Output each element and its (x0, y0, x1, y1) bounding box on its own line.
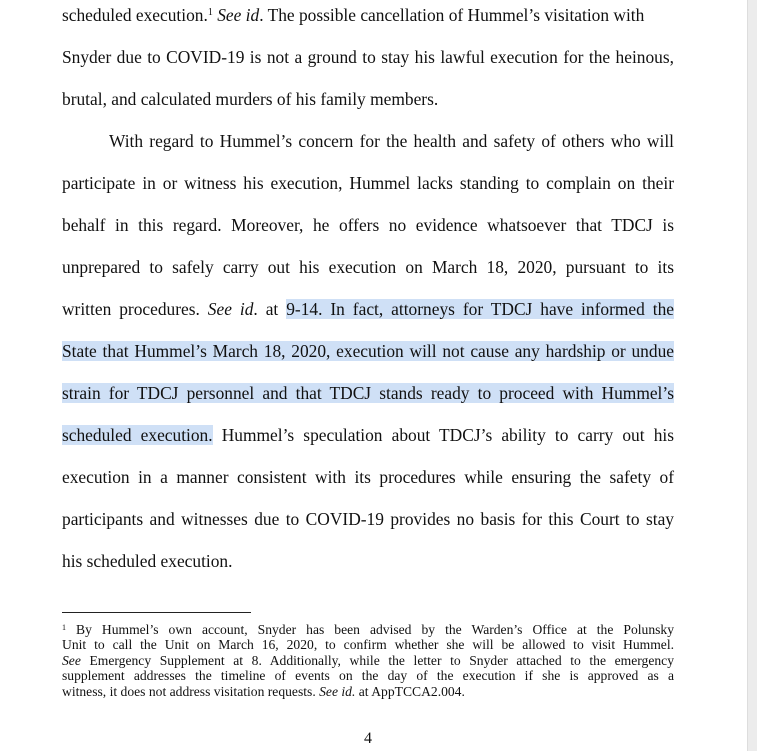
page-number: 4 (364, 730, 372, 747)
body-line-2: Snyder due to COVID-19 is not a ground to stay his lawful execution for the heinous, (62, 47, 674, 67)
body-line-1: scheduled execution.$^1$ See id. The possible cancellation of Hummel’s visitation with (62, 5, 645, 25)
footnote-line-4: supplement addresses the timeline of events on the day of the execution if she is approved as a (62, 668, 674, 683)
scroll-edge (747, 0, 757, 751)
highlighted-text[interactable]: State that Hummel’s March 18, 2020, execution will not cause any hardship or undue (62, 341, 674, 361)
body-line-7: unprepared to safely carry out his execution on March 18, 2020, pursuant to its (62, 257, 674, 277)
body-line-9 (62, 340, 674, 362)
footnote-line-2: Unit to call the Unit on March 16, 2020, to confirm whether she will be allowed to visit Hummel. (62, 637, 674, 652)
footnote-line-3: See Emergency Supplement at 8. Additionally, while the letter to Snyder attached to the emergency (62, 653, 674, 668)
body-line-4: With regard to Hummel’s concern for the health and safety of others who will (109, 131, 674, 151)
body-line-12: execution in a manner consistent with its procedures while ensuring the safety of (62, 467, 674, 487)
highlighted-text[interactable]: strain for TDCJ personnel and that TDCJ stands ready to proceed with Hummel’s (62, 383, 674, 403)
highlighted-text[interactable]: 9-14. In fact, attorneys for TDCJ have informed the (286, 299, 674, 319)
footnote-separator (62, 612, 251, 613)
body-line-5: participate in or witness his execution, Hummel lacks standing to complain on their (62, 173, 674, 193)
footnote-reference[interactable]: 1 (207, 7, 213, 18)
highlighted-text[interactable]: scheduled execution. (62, 425, 213, 445)
footnote-line-1: $^1$ By Hummel’s own account, Snyder has been advised by the Warden’s Office at the Polunsky (62, 622, 674, 637)
footnote-line-5: witness, it does not address visitation requests. See id. at AppTCCA2.004. (62, 684, 465, 699)
body-line-14: his scheduled execution. (62, 551, 233, 571)
footnote-marker: 1 (62, 623, 66, 632)
body-line-8: written procedures. See id. at 9-14. In fact, attorneys for TDCJ have informed the (62, 299, 674, 319)
body-line-3: brutal, and calculated murders of his family members. (62, 89, 439, 109)
body-line-11: scheduled execution. Hummel’s speculation about TDCJ’s ability to carry out his (62, 425, 674, 445)
body-line-6: behalf in this regard. Moreover, he offers no evidence whatsoever that TDCJ is (62, 215, 674, 235)
body-line-13: participants and witnesses due to COVID-19 provides no basis for this Court to stay (62, 509, 674, 529)
body-line-10 (62, 382, 674, 404)
